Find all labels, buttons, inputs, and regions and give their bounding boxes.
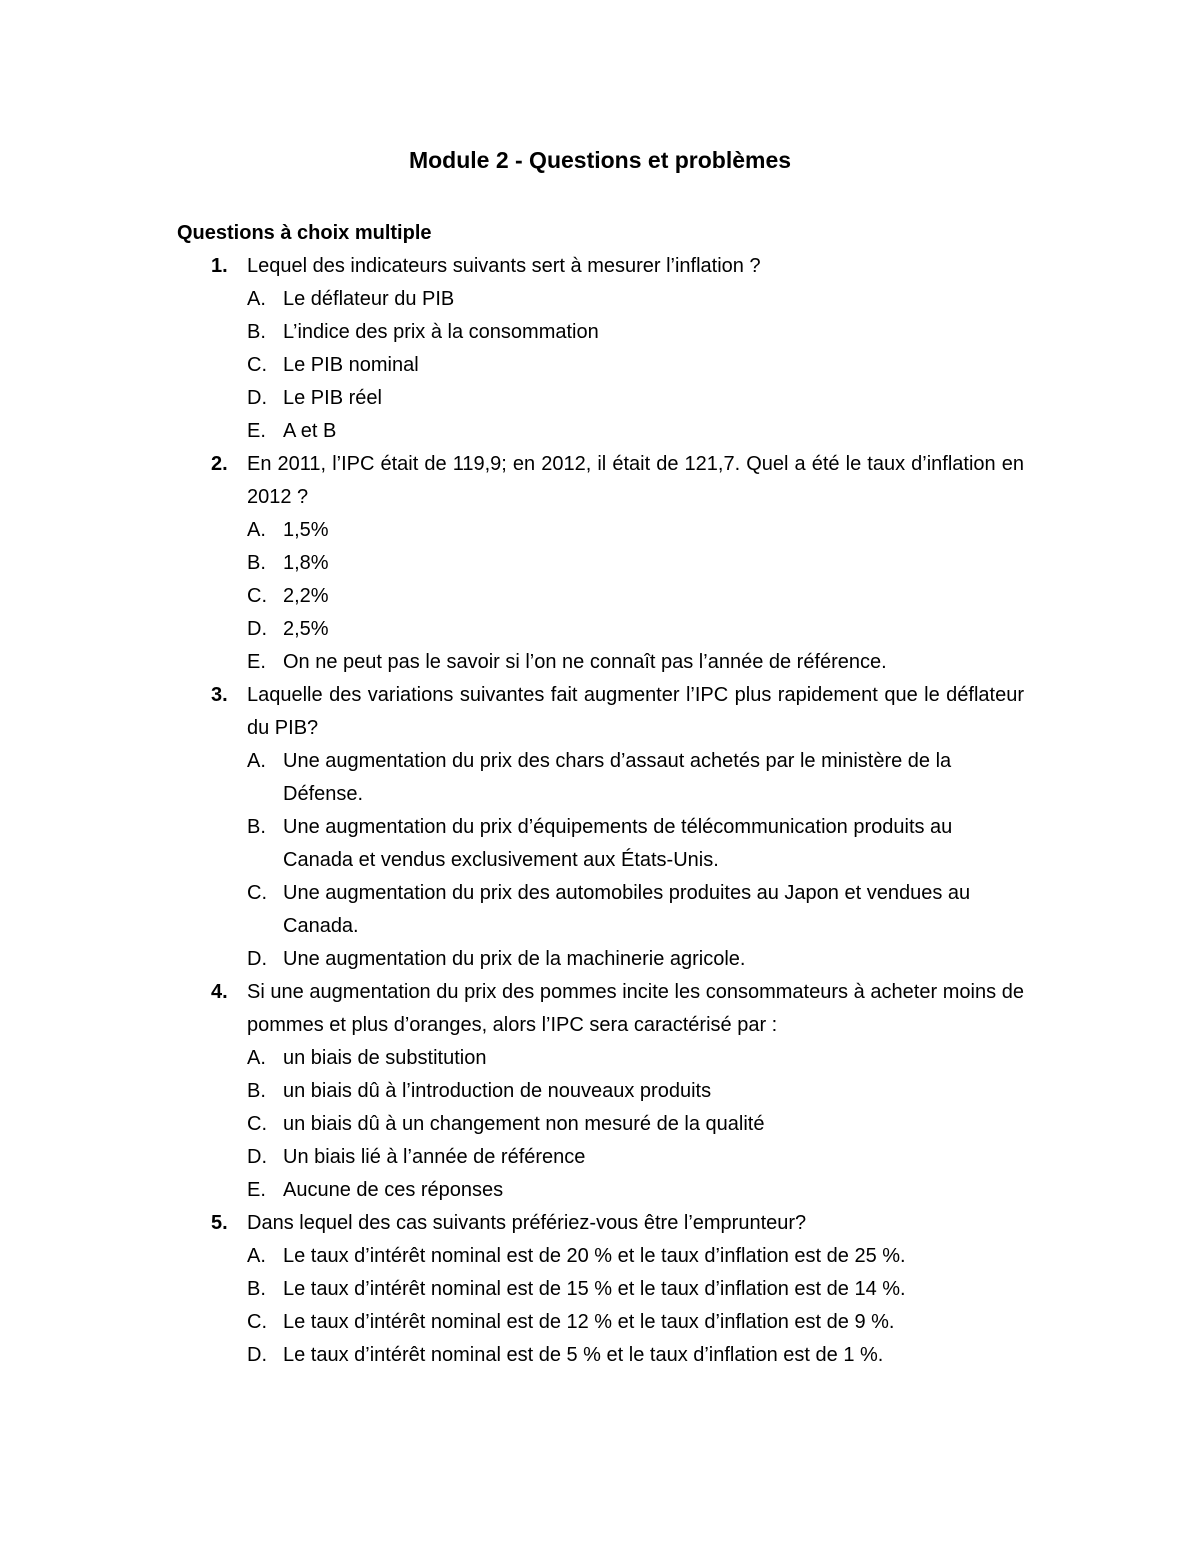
option-letter: A. [247, 288, 266, 310]
question-row [0, 1207, 1024, 1240]
option-letter: A. [247, 1047, 266, 1069]
question-row [0, 250, 1024, 283]
option-letter: C. [247, 882, 267, 904]
option-text: un biais dû à l’introduction de nouveaux produits [283, 1080, 712, 1102]
option-letter: A. [247, 1245, 266, 1267]
answer-option [0, 514, 1024, 547]
answer-option [0, 1339, 1024, 1372]
option-text: 2,5% [283, 618, 329, 640]
question-text: Lequel des indicateurs suivants sert à mesurer l’inflation ? [247, 255, 761, 277]
option-text: 2,2% [283, 585, 329, 607]
answer-option [0, 1273, 1024, 1306]
option-text: Le taux d’intérêt nominal est de 15 % et le taux d’inflation est de 14 %. [283, 1278, 906, 1300]
question-1 [0, 250, 1200, 448]
option-text: L’indice des prix à la consommation [283, 321, 599, 343]
answer-option [0, 1042, 1024, 1075]
answer-option [0, 1240, 1024, 1273]
answer-option [0, 1108, 1024, 1141]
option-text: On ne peut pas le savoir si l’on ne connaît pas l’année de référence. [283, 651, 887, 673]
option-text: Le PIB nominal [283, 354, 419, 376]
option-text: 1,8% [283, 552, 329, 574]
option-text: Le taux d’intérêt nominal est de 12 % et le taux d’inflation est de 9 %. [283, 1311, 895, 1333]
answer-option [0, 580, 1024, 613]
answer-option [0, 547, 1024, 580]
option-text: Une augmentation du prix des automobiles produites au Japon et vendues au Canada. [283, 882, 971, 937]
question-2 [0, 448, 1200, 679]
option-text: 1,5% [283, 519, 329, 541]
option-letter: D. [247, 1344, 267, 1366]
answer-option [0, 811, 1024, 877]
option-letter: D. [247, 948, 267, 970]
question-number: 5. [211, 1212, 228, 1234]
question-4 [0, 976, 1200, 1207]
answer-option [0, 1174, 1024, 1207]
option-letter: C. [247, 1311, 267, 1333]
option-letter: B. [247, 552, 266, 574]
option-letter: B. [247, 816, 266, 838]
option-text: Une augmentation du prix des chars d’assaut achetés par le ministère de la Défense. [283, 750, 952, 805]
answer-option [0, 415, 1024, 448]
option-text: Une augmentation du prix de la machinerie agricole. [283, 948, 746, 970]
page-title: Module 2 - Questions et problèmes [408, 147, 792, 173]
option-text: un biais de substitution [283, 1047, 487, 1069]
option-letter: C. [247, 354, 267, 376]
option-text: Une augmentation du prix d’équipements de télécommunication produits au Canada et vendus exclusivement aux États-Unis. [283, 816, 953, 871]
question-list [0, 250, 1200, 1372]
option-letter: C. [247, 1113, 267, 1135]
option-text: Aucune de ces réponses [283, 1179, 504, 1201]
answer-option [0, 745, 1024, 811]
option-letter: E. [247, 1179, 266, 1201]
question-text: Laquelle des variations suivantes fait augmenter l’IPC plus rapidement que le déflateur du PIB? [247, 684, 1024, 739]
question-text: En 2011, l’IPC était de 119,9; en 2012, il était de 121,7. Quel a été le taux d’inflation en 2012 ? [247, 453, 1024, 508]
question-text: Si une augmentation du prix des pommes incite les consommateurs à acheter moins de pommes et plus d’oranges, alors l’IPC sera caractérisé par : [247, 981, 1024, 1036]
answer-option [0, 877, 1024, 943]
answer-option [0, 613, 1024, 646]
option-text: A et B [283, 420, 337, 442]
option-letter: A. [247, 519, 266, 541]
option-letter: B. [247, 1278, 266, 1300]
option-letter: B. [247, 1080, 266, 1102]
option-text: Le déflateur du PIB [283, 288, 455, 310]
question-row [0, 448, 1024, 514]
question-5 [0, 1207, 1200, 1372]
option-letter: B. [247, 321, 266, 343]
question-row [0, 679, 1024, 745]
answer-option [0, 1306, 1024, 1339]
option-letter: D. [247, 387, 267, 409]
question-3 [0, 679, 1200, 976]
option-text: Le PIB réel [283, 387, 382, 409]
question-number: 1. [211, 255, 228, 277]
question-number: 4. [211, 981, 228, 1003]
option-letter: E. [247, 420, 266, 442]
answer-option [0, 1141, 1024, 1174]
option-text: Le taux d’intérêt nominal est de 20 % et le taux d’inflation est de 25 %. [283, 1245, 906, 1267]
answer-option [0, 943, 1024, 976]
answer-option [0, 646, 1024, 679]
question-text: Dans lequel des cas suivants préfériez-vous être l’emprunteur? [247, 1212, 807, 1234]
option-letter: D. [247, 618, 267, 640]
question-row [0, 976, 1024, 1042]
option-letter: A. [247, 750, 266, 772]
answer-option [0, 349, 1024, 382]
question-number: 3. [211, 684, 228, 706]
answer-option [0, 1075, 1024, 1108]
section-heading: Questions à choix multiple [177, 222, 432, 244]
option-letter: E. [247, 651, 266, 673]
answer-option [0, 382, 1024, 415]
option-text: Un biais lié à l’année de référence [283, 1146, 586, 1168]
option-letter: C. [247, 585, 267, 607]
question-number: 2. [211, 453, 228, 475]
answer-option [0, 283, 1024, 316]
answer-option [0, 316, 1024, 349]
option-text: un biais dû à un changement non mesuré de la qualité [283, 1113, 765, 1135]
option-letter: D. [247, 1146, 267, 1168]
option-text: Le taux d’intérêt nominal est de 5 % et le taux d’inflation est de 1 %. [283, 1344, 884, 1366]
